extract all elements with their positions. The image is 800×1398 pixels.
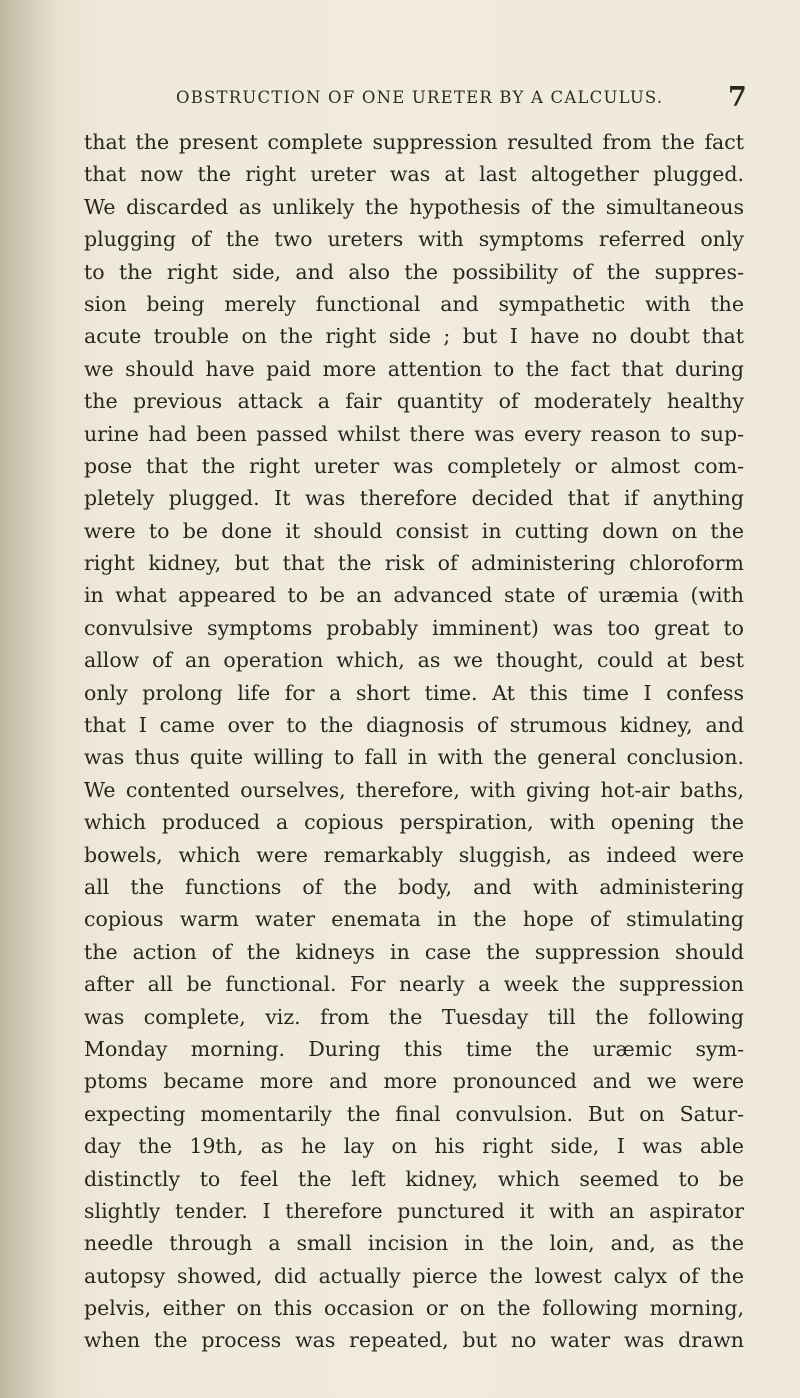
text-line: we should have paid more attention to the fact that during <box>84 356 744 381</box>
text-line: after all be functional. For nearly a week the suppression <box>84 972 744 997</box>
text-line: acute trouble on the right side ; but I have no doubt that <box>84 324 744 349</box>
text-line: all the functions of the body, and with administering <box>84 874 744 899</box>
text-line: expecting momentarily the final convulsion. But on Satur- <box>84 1101 744 1126</box>
text-line: the previous attack a fair quantity of moderately healthy <box>84 389 744 414</box>
text-line: urine had been passed whilst there was every reason to sup- <box>84 421 744 446</box>
spine-shadow <box>0 0 60 1398</box>
text-line: allow of an operation which, as we thought, could at best <box>84 648 744 673</box>
text-line: pletely plugged. It was therefore decided that if anything <box>84 486 744 511</box>
text-line: right kidney, but that the risk of administering chloroform <box>84 551 744 576</box>
text-line: slightly tender. I therefore punctured it with an aspirator <box>84 1198 744 1223</box>
text-line: that the present complete suppression resulted from the fact <box>84 130 744 154</box>
text-line: bowels, which were remarkably sluggish, as indeed were <box>84 842 744 867</box>
running-head <box>0 84 800 118</box>
text-line: only prolong life for a short time. At this time I confess <box>84 680 744 705</box>
text-line: that now the right ureter was at last altogether plugged. <box>84 162 744 187</box>
text-line: were to be done it should consist in cutting down on the <box>84 518 744 543</box>
text-line: convulsive symptoms probably imminent) was too great to <box>84 615 744 640</box>
text-line: sion being merely functional and sympathetic with the <box>84 291 744 316</box>
text-line: was complete, viz. from the Tuesday till the following <box>84 1004 744 1029</box>
text-line: ptoms became more and more pronounced and we were <box>84 1069 744 1094</box>
text-line: that I came over to the diagnosis of strumous kidney, and <box>84 713 744 738</box>
text-line: pelvis, either on this occasion or on the following morning, <box>84 1296 744 1321</box>
text-line: plugging of the two ureters with symptoms referred only <box>84 227 744 252</box>
text-line: was thus quite willing to fall in with the general conclusion. <box>84 745 744 770</box>
text-line: day the 19th, as he lay on his right side, I was able <box>84 1134 744 1159</box>
text-line: copious warm water enemata in the hope of stimulating <box>84 907 744 932</box>
text-line: to the right side, and also the possibility of the suppres- <box>84 259 744 284</box>
text-line: the action of the kidneys in case the suppression should <box>84 939 744 964</box>
text-line: pose that the right ureter was completely or almost com- <box>84 453 744 478</box>
text-line: which produced a copious perspiration, with opening the <box>84 810 744 835</box>
running-title: OBSTRUCTION OF ONE URETER BY A CALCULUS. <box>176 88 664 107</box>
text-line: autopsy showed, did actually pierce the lowest calyx of the <box>84 1263 744 1288</box>
text-line: distinctly to feel the left kidney, which seemed to be <box>84 1166 744 1191</box>
page-number: 7 <box>728 82 747 113</box>
text-line: We discarded as unlikely the hypothesis of the simultaneous <box>84 194 744 219</box>
body-paragraph <box>84 126 744 1357</box>
text-line: in what appeared to be an advanced state of uræmia (with <box>84 583 744 608</box>
text-line: We contented ourselves, therefore, with giving hot-air baths, <box>84 777 744 802</box>
text-line: when the process was repeated, but no water was drawn <box>84 1328 744 1353</box>
text-line: needle through a small incision in the loin, and, as the <box>84 1231 744 1256</box>
text-line: Monday morning. During this time the uræmic sym- <box>84 1036 744 1061</box>
